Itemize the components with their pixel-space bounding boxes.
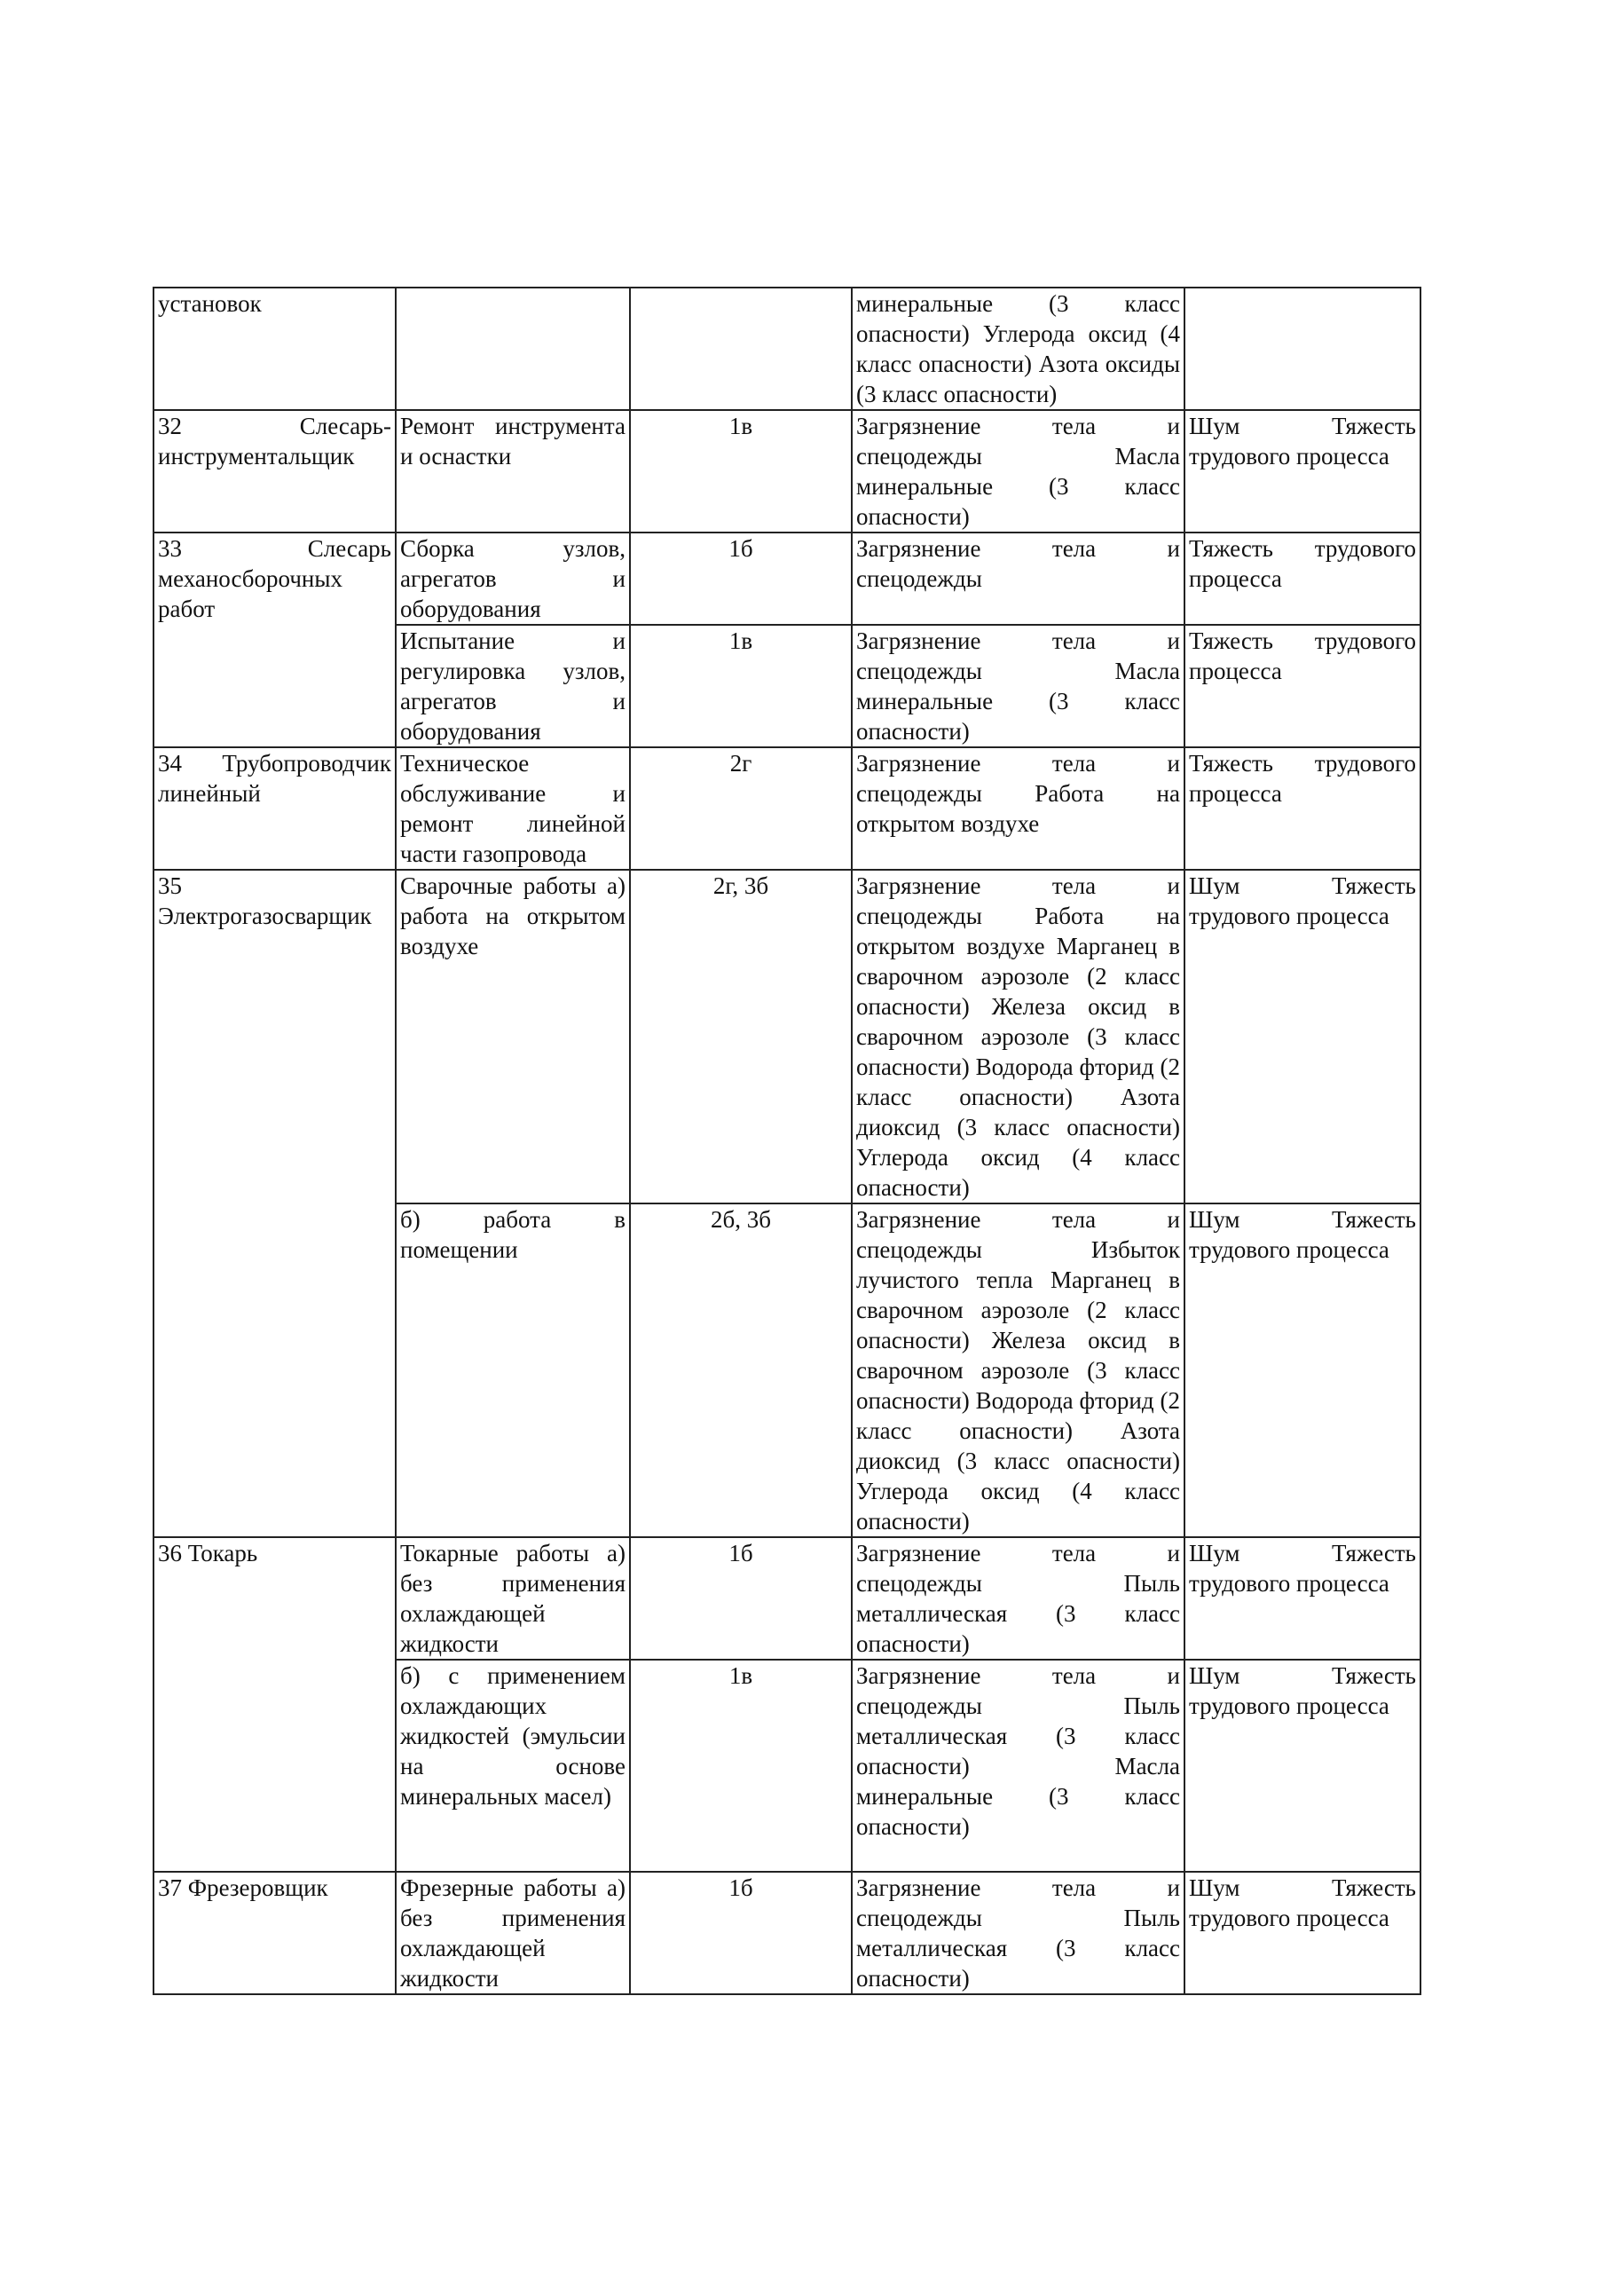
- factors-cell: Загрязнение тела и спецодежды Масла минеральные (3 класс опасности): [852, 410, 1184, 533]
- code-cell: 1б: [630, 1537, 852, 1660]
- factors-cell: Загрязнение тела и спецодежды Пыль металлическая (3 класс опасности) Масла минеральные (3 класс опасности): [852, 1660, 1184, 1872]
- factors-cell: минеральные (3 класс опасности) Углерода оксид (4 класс опасности) Азота оксиды (3 класс опасности): [852, 288, 1184, 410]
- code-cell: 2г: [630, 747, 852, 870]
- code-cell: 1в: [630, 1660, 852, 1872]
- profession-cell: 35 Электрогазосварщик: [153, 870, 396, 1537]
- code-cell: 2г, 3б: [630, 870, 852, 1203]
- table-row: [153, 870, 1420, 1203]
- table-row: [153, 533, 1420, 625]
- other-factors-cell: Тяжесть трудового процесса: [1184, 747, 1420, 870]
- work-cell: б) работа в помещении: [396, 1203, 630, 1537]
- work-cell: Сборка узлов, агрегатов и оборудования: [396, 533, 630, 625]
- factors-cell: Загрязнение тела и спецодежды Избыток лучистого тепла Марганец в сварочном аэрозоле (2 класс опасности) Железа оксид в сварочном аэрозоле (3 класс опасности) Водорода фторид (2 класс опасности) Азота диоксид (3 класс опасности) Углерода оксид (4 класс опасности): [852, 1203, 1184, 1537]
- profession-cell: установок: [153, 288, 396, 410]
- other-factors-cell: Шум Тяжесть трудового процесса: [1184, 1203, 1420, 1537]
- profession-cell: 33 Слесарь механосборочных работ: [153, 533, 396, 747]
- work-cell: Испытание и регулировка узлов, агрегатов и оборудования: [396, 625, 630, 747]
- factors-cell: Загрязнение тела и спецодежды: [852, 533, 1184, 625]
- code-cell: [630, 288, 852, 410]
- work-cell: Токарные работы а) без применения охлаждающей жидкости: [396, 1537, 630, 1660]
- other-factors-cell: Шум Тяжесть трудового процесса: [1184, 1660, 1420, 1872]
- code-cell: 1в: [630, 410, 852, 533]
- table-row: [153, 1537, 1420, 1660]
- profession-cell: 37 Фрезеровщик: [153, 1872, 396, 1994]
- profession-cell: 36 Токарь: [153, 1537, 396, 1872]
- factors-cell: Загрязнение тела и спецодежды Пыль металлическая (3 класс опасности): [852, 1537, 1184, 1660]
- factors-cell: Загрязнение тела и спецодежды Работа на открытом воздухе: [852, 747, 1184, 870]
- table-row: [153, 1872, 1420, 1994]
- factors-cell: Загрязнение тела и спецодежды Пыль металлическая (3 класс опасности): [852, 1872, 1184, 1994]
- code-cell: 1в: [630, 625, 852, 747]
- table-row: [153, 410, 1420, 533]
- other-factors-cell: Шум Тяжесть трудового процесса: [1184, 410, 1420, 533]
- factors-cell: Загрязнение тела и спецодежды Масла минеральные (3 класс опасности): [852, 625, 1184, 747]
- other-factors-cell: Тяжесть трудового процесса: [1184, 533, 1420, 625]
- table-row: [153, 747, 1420, 870]
- other-factors-cell: Шум Тяжесть трудового процесса: [1184, 870, 1420, 1203]
- code-cell: 1б: [630, 1872, 852, 1994]
- factors-cell: Загрязнение тела и спецодежды Работа на открытом воздухе Марганец в сварочном аэрозоле (2 класс опасности) Железа оксид в сварочном аэрозоле (3 класс опасности) Водорода фторид (2 класс опасности) Азота диоксид (3 класс опасности) Углерода оксид (4 класс опасности): [852, 870, 1184, 1203]
- work-cell: б) с применением охлаждающих жидкостей (эмульсии на основе минеральных масел): [396, 1660, 630, 1872]
- work-cell: Сварочные работы а) работа на открытом воздухе: [396, 870, 630, 1203]
- work-cell: Техническое обслуживание и ремонт линейной части газопровода: [396, 747, 630, 870]
- profession-cell: 32 Слесарь-инструментальщик: [153, 410, 396, 533]
- other-factors-cell: Шум Тяжесть трудового процесса: [1184, 1872, 1420, 1994]
- other-factors-cell: [1184, 288, 1420, 410]
- work-cell: Фрезерные работы а) без применения охлаждающей жидкости: [396, 1872, 630, 1994]
- work-cell: Ремонт инструмента и оснастки: [396, 410, 630, 533]
- code-cell: 1б: [630, 533, 852, 625]
- code-cell: 2б, 3б: [630, 1203, 852, 1537]
- profession-cell: 34 Трубопроводчик линейный: [153, 747, 396, 870]
- work-cell: [396, 288, 630, 410]
- hazard-table: [153, 287, 1421, 1995]
- other-factors-cell: Тяжесть трудового процесса: [1184, 625, 1420, 747]
- other-factors-cell: Шум Тяжесть трудового процесса: [1184, 1537, 1420, 1660]
- table-row: [153, 288, 1420, 410]
